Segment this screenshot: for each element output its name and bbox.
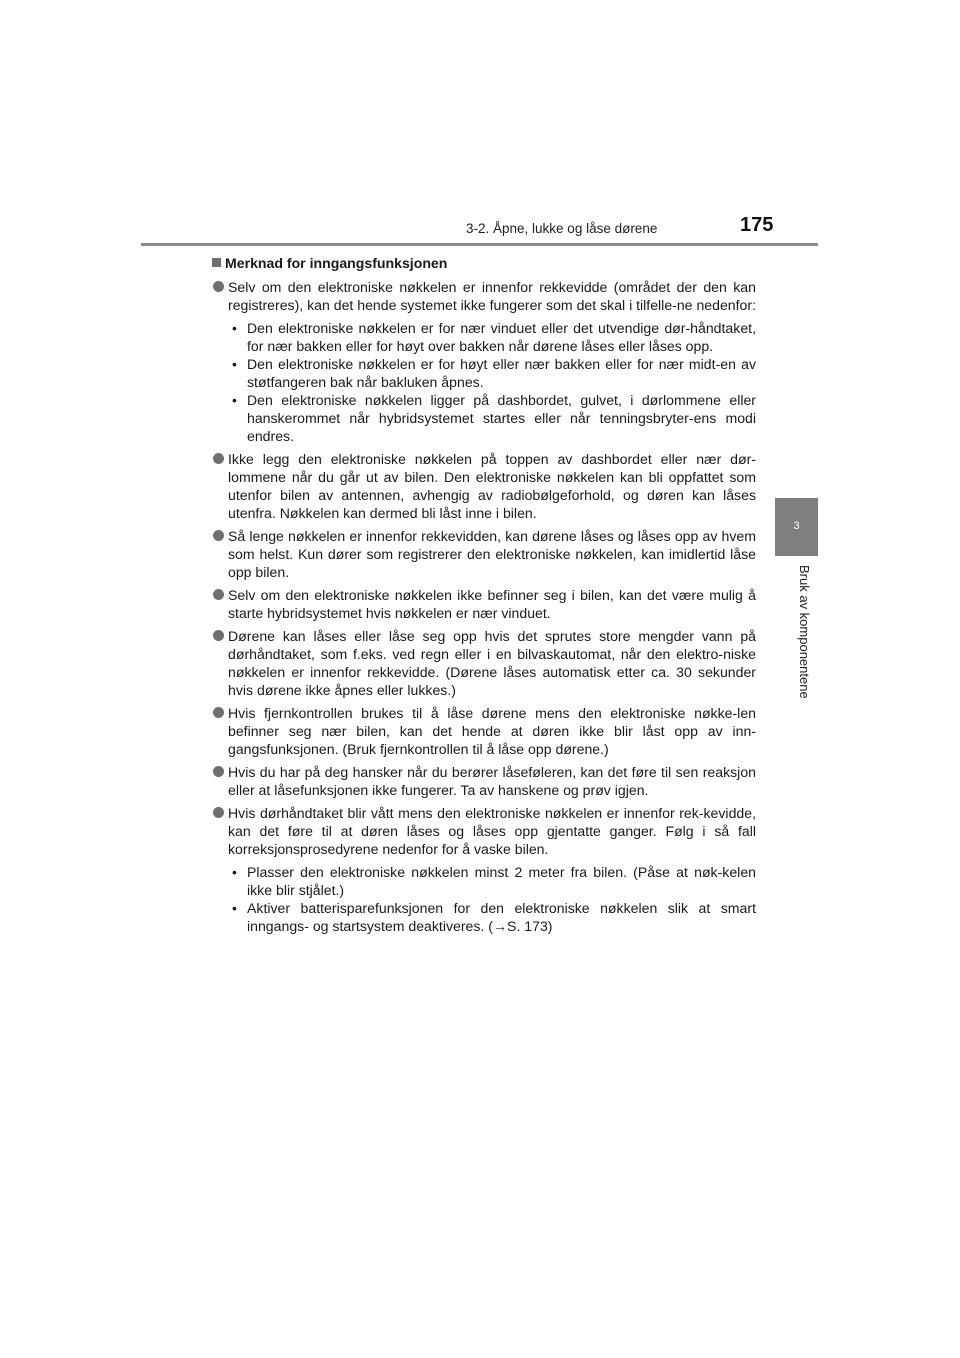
sub-item xyxy=(228,863,756,899)
note-item xyxy=(212,527,756,581)
note-item-text: Selv om den elektroniske nøkkelen er innenfor rekkevidde (området der den kan registreres), kan det hende systemet ikke fungerer som det skal i tilfelle-ne nedenfor: xyxy=(228,279,756,313)
dot-bullet-icon: • xyxy=(232,900,237,916)
section-title xyxy=(212,254,756,272)
circle-bullet-icon xyxy=(213,589,224,600)
chapter-tab[interactable] xyxy=(775,498,818,556)
sub-item-text: Den elektroniske nøkkelen er for høyt eller nær bakken eller for nær midt-en av støtfangeren bak når bakluken åpnes. xyxy=(247,356,756,390)
note-item xyxy=(212,278,756,445)
content xyxy=(212,254,756,940)
sub-item-text: Den elektroniske nøkkelen ligger på dashbordet, gulvet, i dørlommene eller hanskerommet når hybridsystemet startes eller når tenningsbryter-ens modi endres. xyxy=(247,392,756,444)
sub-item-text: Aktiver batterisparefunksjonen for den elektroniske nøkkelen slik at smart inngangs- og startsystem deaktiveres. (→S. 173) xyxy=(247,900,756,934)
dot-bullet-icon: • xyxy=(232,864,237,880)
square-bullet-icon xyxy=(212,258,221,267)
header-rule xyxy=(141,243,818,246)
chapter-number: 3 xyxy=(793,520,800,532)
note-item xyxy=(212,450,756,522)
note-item xyxy=(212,804,756,935)
note-item-text: Ikke legg den elektroniske nøkkelen på toppen av dashbordet eller nær dør-lommene når du går ut av bilen. Den elektroniske nøkkelen kan bli oppfattet som utenfor bilen av antennen, avhengig av radiobølgeforhold, og døren kan låses utenfra. Nøkkelen kan dermed bli låst inne i bilen. xyxy=(228,451,756,521)
chapter-label: Bruk av komponentene xyxy=(797,565,812,699)
page-number: 175 xyxy=(740,214,774,236)
sub-item-text: Den elektroniske nøkkelen er for nær vinduet eller det utvendige dør-håndtaket, for nær bakken eller for høyt over bakken når dørene låses eller låses opp. xyxy=(247,320,756,354)
note-item-text: Hvis du har på deg hansker når du berører låseføleren, kan det føre til sen reaksjon eller at låsefunksjonen ikke fungerer. Ta av hanskene og prøv igjen. xyxy=(228,764,756,798)
circle-bullet-icon xyxy=(213,766,224,777)
sub-item xyxy=(228,391,756,445)
sub-item-text: Plasser den elektroniske nøkkelen minst 2 meter fra bilen. (Påse at nøk-kelen ikke blir stjålet.) xyxy=(247,864,756,898)
circle-bullet-icon xyxy=(213,807,224,818)
circle-bullet-icon xyxy=(213,630,224,641)
note-item-text: Dørene kan låses eller låse seg opp hvis det sprutes store mengder vann på dørhåndtaket, som f.eks. ved regn eller i en bilvaskautomat, når den elektro-niske nøkkelen er innenfor rekkevidde. (Dørene låses automatisk etter ca. 30 sekunder hvis dørene ikke åpnes eller lukkes.) xyxy=(228,628,756,698)
note-item xyxy=(212,763,756,799)
sub-item xyxy=(228,319,756,355)
note-item xyxy=(212,704,756,758)
dot-bullet-icon: • xyxy=(232,356,237,372)
sub-list xyxy=(228,319,756,445)
section-title-text: Merknad for inngangsfunksjonen xyxy=(225,255,448,271)
page-header-section: 3-2. Åpne, lukke og låse dørene xyxy=(466,221,658,236)
note-item-text: Hvis dørhåndtaket blir vått mens den elektroniske nøkkelen er innenfor rek-kevidde, kan det føre til at døren låses og låses opp gjentatte ganger. Følg i så fall korreksjonsprosedyrene nedenfor for å vaske bilen. xyxy=(228,805,756,857)
circle-bullet-icon xyxy=(213,707,224,718)
note-item xyxy=(212,586,756,622)
note-item-text: Selv om den elektroniske nøkkelen ikke befinner seg i bilen, kan det være mulig å starte hybridsystemet hvis nøkkelen er nær vinduet. xyxy=(228,587,756,621)
circle-bullet-icon xyxy=(213,530,224,541)
circle-bullet-icon xyxy=(213,281,224,292)
note-item-text: Hvis fjernkontrollen brukes til å låse dørene mens den elektroniske nøkke-len befinner seg nær bilen, kan det hende at døren ikke blir låst opp av inn-gangsfunksjonen. (Bruk fjernkontrollen til å låse opp dørene.) xyxy=(228,705,756,757)
sub-item xyxy=(228,899,756,935)
dot-bullet-icon: • xyxy=(232,392,237,408)
note-item xyxy=(212,627,756,699)
circle-bullet-icon xyxy=(213,453,224,464)
sub-list xyxy=(228,863,756,935)
note-item-text: Så lenge nøkkelen er innenfor rekkevidden, kan dørene låses og låses opp av hvem som helst. Kun dører som registrerer den elektroniske nøkkelen, kan imidlertid låse opp bilen. xyxy=(228,528,756,580)
dot-bullet-icon: • xyxy=(232,320,237,336)
sub-item xyxy=(228,355,756,391)
